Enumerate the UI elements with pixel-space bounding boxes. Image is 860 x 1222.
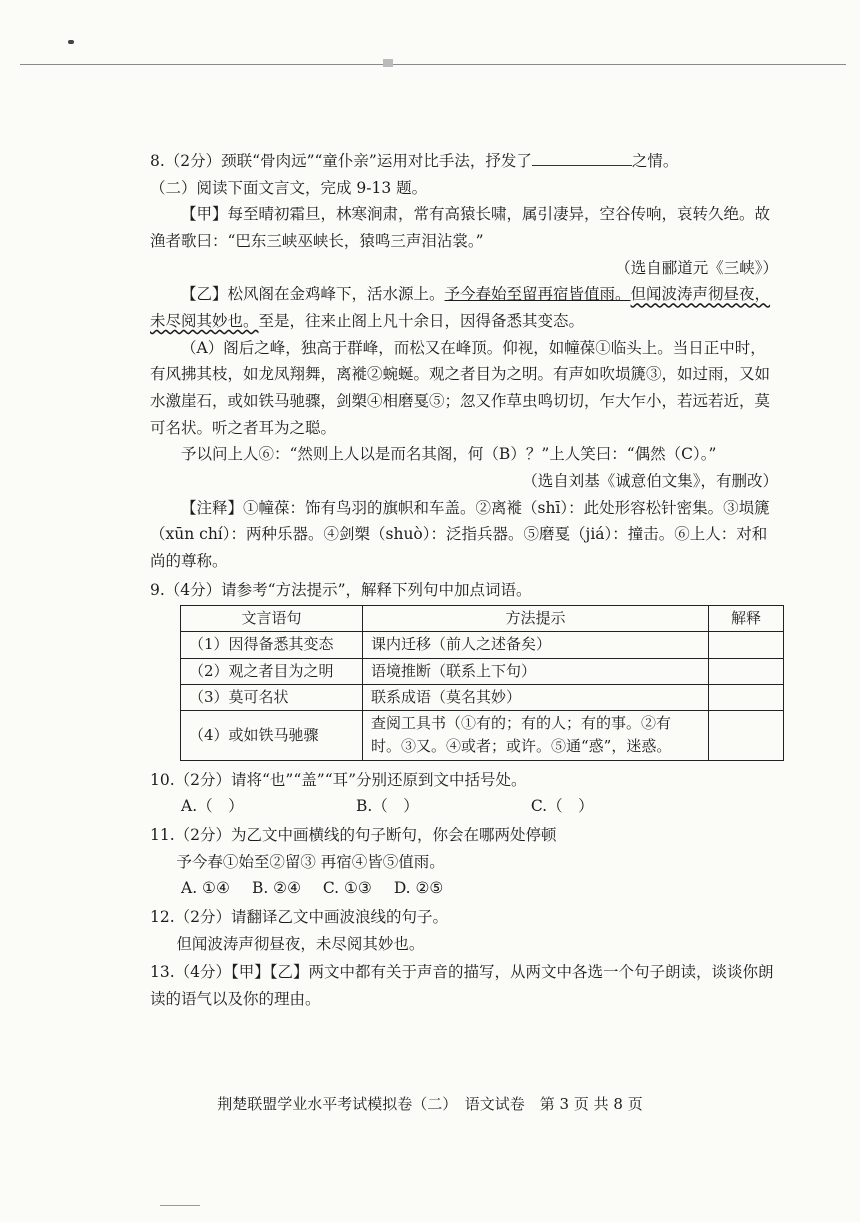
question-11-options: [150, 875, 780, 902]
table-row: [181, 632, 784, 658]
page-footer: 荆楚联盟学业水平考试模拟卷（二） 语文试卷 第 3 页 共 8 页: [217, 1095, 643, 1113]
annotation-notes: 【注释】①幢葆：饰有鸟羽的旗帜和车盖。②离褷（shī）：此处形容松针密集。③埙篪（xūn chí）：两种乐器。④剑槊（shuò）：泛指兵器。⑤磨戛（jiá）：撞击。⑥上人：对和尚的尊称。: [150, 498, 770, 570]
content: [150, 148, 780, 1013]
bottom-mark: [160, 1205, 200, 1206]
answer-cell[interactable]: [709, 632, 784, 658]
question-8: 8.（2分）颈联“骨肉远”“童仆亲”运用对比手法，抒发了 之情。: [150, 152, 679, 170]
question-11-sentence: 予今春①始至②留③ 再宿④皆⑤值雨。: [176, 852, 445, 871]
table-row: [181, 684, 784, 710]
wavy-underlined-sentence: 但闻波涛声彻昼夜，未尽阅其妙也。: [150, 285, 771, 330]
option-a[interactable]: A. ①④: [181, 879, 230, 898]
option-b[interactable]: B.（ ）: [355, 797, 419, 816]
option-d[interactable]: D. ②⑤: [393, 879, 444, 898]
table-cell: （2）观之者目为之明: [181, 658, 363, 684]
option-a[interactable]: A.（ ）: [181, 797, 244, 816]
passage-jia-source: （选自郦道元《三峡》）: [615, 258, 778, 277]
option-c[interactable]: C. ①③: [322, 879, 372, 898]
question-10-options: [150, 793, 780, 820]
table-header: 解释: [709, 606, 784, 632]
table-cell: 查阅工具书（①有的；有的人；有的事。②有时。③又。④或者；或许。⑤通“惑”，迷惑。: [363, 711, 709, 761]
question-13: 13.（4分）【甲】【乙】两文中都有关于声音的描写，从两文中各选一个句子朗读，谈谈你朗读的语气以及你的理由。: [150, 963, 774, 1008]
top-rule-mark: [383, 59, 393, 67]
passage-yi: 【乙】松风阁在金鸡峰下，活水源上。予今春始至留再宿皆值雨。但闻波涛声彻昼夜，未尽阅其妙也。至是，往来止阁上凡十余日，因得备悉其变态。: [150, 285, 771, 330]
table-header: 方法提示: [363, 606, 709, 632]
section-2-heading: （二）阅读下面文言文，完成 9-13 题。: [150, 178, 428, 197]
question-9: 9.（4分）请参考“方法提示”，解释下列句中加点词语。: [150, 580, 532, 599]
answer-cell[interactable]: [709, 684, 784, 710]
question-10: 10.（2分）请将“也”“盖”“耳”分别还原到文中括号处。: [150, 770, 527, 789]
passage-yi-source: （选自刘基《诚意伯文集》，有删改）: [522, 471, 778, 490]
question-12-sentence: 但闻波涛声彻昼夜，未尽阅其妙也。: [176, 934, 425, 953]
table-cell: （1）因得备悉其变态: [181, 632, 363, 658]
passage-yi-para-b: 予以问上人⑥：“然则上人以是而名其阁，何（B）？”上人笑曰：“偶然（C）。”: [181, 445, 717, 464]
option-b[interactable]: B. ②④: [251, 879, 301, 898]
option-c[interactable]: C.（ ）: [530, 797, 594, 816]
top-rule: [20, 64, 846, 65]
table-cell: （4）或如铁马驰骤: [181, 711, 363, 761]
table-cell: 课内迁移（前人之述备矣）: [363, 632, 709, 658]
table-header-row: [181, 606, 784, 632]
table-cell: （3）莫可名状: [181, 684, 363, 710]
passage-yi-para-a: （A）阁后之峰，独高于群峰，而松又在峰顶。仰视，如幢葆①临头上。当日正中时，有风拂其枝，如龙凤翔舞，离褷②蜿蜒。观之者目为之明。有声如吹埙篪③，如过雨，又如水激崖石，或如铁马驰骤，剑槊④相磨戛⑤；忽又作草虫鸣切切，乍大乍小，若远若近，莫可名状。听之者耳为之聪。: [150, 338, 771, 437]
answer-cell[interactable]: [709, 711, 784, 761]
passage-jia: 【甲】每至晴初霜旦，林寒涧肃，常有高猿长啸，属引凄异，空谷传响，哀转久绝。故渔者歌曰：“巴东三峡巫峡长，猿鸣三声泪沾裳。”: [150, 205, 771, 250]
answer-blank[interactable]: [532, 151, 632, 166]
question-11: 11.（2分）为乙文中画横线的句子断句，你会在哪两处停顿: [150, 825, 557, 844]
method-table: [180, 605, 784, 761]
underlined-sentence: 予今春始至留再宿皆值雨。: [444, 285, 631, 304]
table-cell: 语境推断（联系上下句）: [363, 658, 709, 684]
table-row: [181, 711, 784, 761]
answer-cell[interactable]: [709, 658, 784, 684]
table-header: 文言语句: [181, 606, 363, 632]
question-12: 12.（2分）请翻译乙文中画波浪线的句子。: [150, 907, 449, 926]
scan-speck: [68, 40, 74, 44]
table-cell: 联系成语（莫名其妙）: [363, 684, 709, 710]
table-row: [181, 658, 784, 684]
